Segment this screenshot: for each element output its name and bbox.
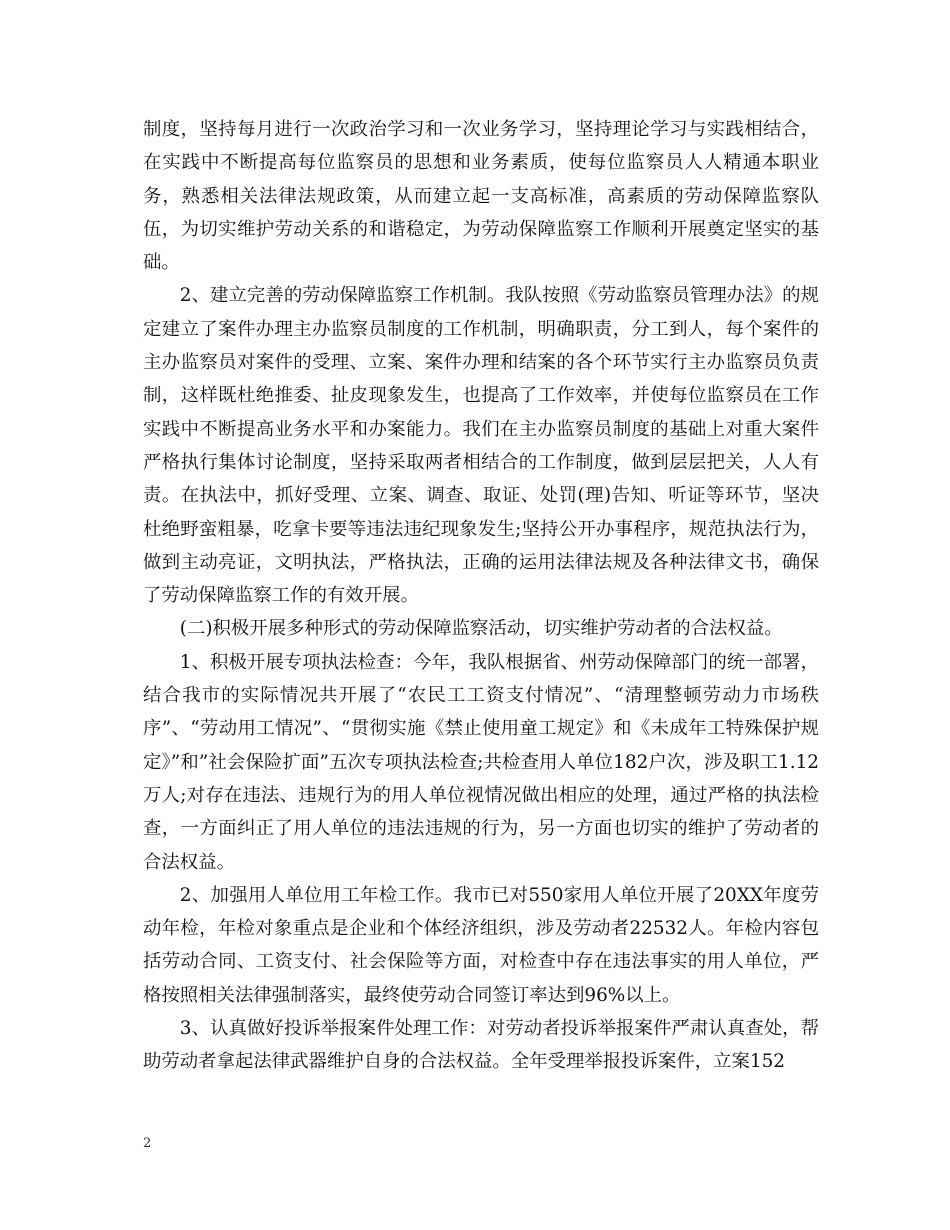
paragraph-4: 1、积极开展专项执法检查：今年，我队根据省、州劳动保障部门的统一部署，结合我市的实际情况共开展了“农民工工资支付情况”、“清理整顿劳动力市场秩序”、“劳动用工情况”、“贯彻实施《禁止使用童工规定》和《未成年工特殊保护规定》”和”社会保险扩面”五次专项执法检查;共检查用人单位182户次，涉及职工1.12万人;对存在违法、违规行为的用人单位视情况做出相应的处理，通过严格的执法检查，一方面纠正了用人单位的违法违规的行为，另一方面也切实的维护了劳动者的合法权益。 bbox=[143, 651, 819, 873]
paragraph-3-section-heading: (二)积极开展多种形式的劳动保障监察活动，切实维护劳动者的合法权益。 bbox=[179, 618, 783, 640]
paragraph-5: 2、加强用人单位用工年检工作。我市已对550家用人单位开展了20XX年度劳动年检，年检对象重点是企业和个体经济组织，涉及劳动者22532人。年检内容包括劳动合同、工资支付、社会保险等方面，对检查中存在违法事实的用人单位，严格按照相关法律强制落实，最终使劳动合同签订率达到96%以上。 bbox=[143, 884, 819, 1006]
document-body bbox=[143, 113, 819, 1079]
paragraph-2: 2、建立完善的劳动保障监察工作机制。我队按照《劳动监察员管理办法》的规定建立了案件办理主办监察员制度的工作机制，明确职责，分工到人，每个案件的主办监察员对案件的受理、立案、案件办理和结案的各个环节实行主办监察员负责制，这样既杜绝推委、扯皮现象发生，也提高了工作效率，并使每位监察员在工作实践中不断提高业务水平和办案能力。我们在主办监察员制度的基础上对重大案件严格执行集体讨论制度，坚持采取两者相结合的工作制度，做到层层把关，人人有责。在执法中，抓好受理、立案、调查、取证、处罚(理)告知、听证等环节，坚决杜绝野蛮粗暴，吃拿卡要等违法违纪现象发生;坚持公开办事程序，规范执法行为，做到主动亮证，文明执法，严格执法，正确的运用法律法规及各种法律文书，确保了劳动保障监察工作的有效开展。 bbox=[143, 285, 819, 607]
paragraph-6: 3、认真做好投诉举报案件处理工作：对劳动者投诉举报案件严肃认真查处，帮助劳动者拿起法律武器维护自身的合法权益。全年受理举报投诉案件，立案152 bbox=[143, 1018, 819, 1073]
paragraph-1: 制度，坚持每月进行一次政治学习和一次业务学习，坚持理论学习与实践相结合，在实践中不断提高每位监察员的思想和业务素质，使每位监察员人人精通本职业务，熟悉相关法律法规政策，从而建立起一支高标准，高素质的劳动保障监察队伍，为切实维护劳动关系的和谐稳定，为劳动保障监察工作顺利开展奠定坚实的基础。 bbox=[143, 119, 819, 274]
page-number: 2 bbox=[143, 1136, 152, 1151]
